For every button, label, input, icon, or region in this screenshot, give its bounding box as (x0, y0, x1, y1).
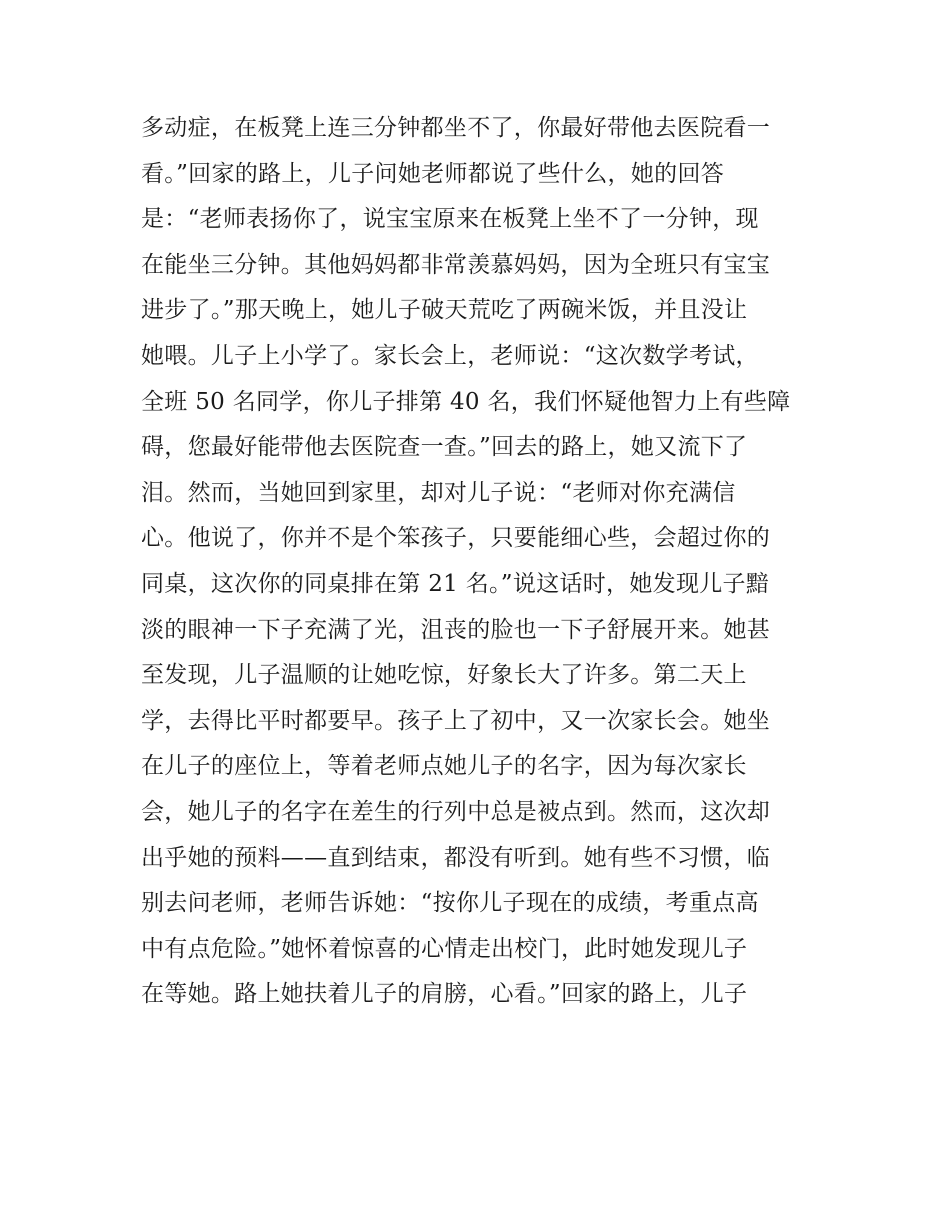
body-text (141, 106, 821, 1018)
text-line: 会，她儿子的名字在差生的行列中总是被点到。然而，这次却 (141, 798, 771, 825)
text-line: 心。他说了，你并不是个笨孩子，只要能细心些，会超过你的 (141, 525, 771, 552)
text-line: 碍，您最好能带他去医院查一查。”回去的路上，她又流下了 (141, 434, 748, 461)
text-line: 她喂。儿子上小学了。家长会上，老师说：“这次数学考试， (141, 342, 759, 369)
text-line: 学，去得比平时都要早。孩子上了初中，又一次家长会。她坐 (141, 707, 771, 734)
text-line: 在儿子的座位上，等着老师点她儿子的名字，因为每次家长 (141, 753, 747, 780)
text-line: 进步了。”那天晚上，她儿子破天荒吃了两碗米饭，并且没让 (141, 297, 748, 324)
text-line: 中有点危险。”她怀着惊喜的心情走出校门，此时她发现儿子 (141, 935, 748, 962)
text-line: 是：“老师表扬你了，说宝宝原来在板凳上坐不了一分钟，现 (141, 206, 759, 233)
text-line: 全班 50 名同学，你儿子排第 40 名，我们怀疑他智力上有些障 (141, 388, 791, 415)
text-line: 别去问老师，老师告诉她：“按你儿子现在的成绩，考重点高 (141, 890, 759, 917)
text-line: 在等她。路上她扶着儿子的肩膀，心看。”回家的路上，儿子 (141, 981, 748, 1008)
text-line: 多动症，在板凳上连三分钟都坐不了，你最好带他去医院看一 (141, 115, 771, 141)
text-line: 至发现，儿子温顺的让她吃惊，好象长大了许多。第二天上 (141, 662, 747, 689)
text-line: 泪。然而，当她回到家里，却对儿子说：“老师对你充满信 (141, 479, 736, 506)
text-line: 淡的眼神一下子充满了光，沮丧的脸也一下子舒展开来。她甚 (141, 616, 771, 643)
text-line: 出乎她的预料——直到结束，都没有听到。她有些不习惯，临 (141, 844, 771, 871)
text-line: 同桌，这次你的同桌排在第 21 名。”说这话时，她发现儿子黯 (141, 570, 770, 597)
text-line: 看。”回家的路上，儿子问她老师都说了些什么，她的回答 (141, 160, 725, 187)
text-line: 在能坐三分钟。其他妈妈都非常羡慕妈妈，因为全班只有宝宝 (141, 251, 771, 278)
